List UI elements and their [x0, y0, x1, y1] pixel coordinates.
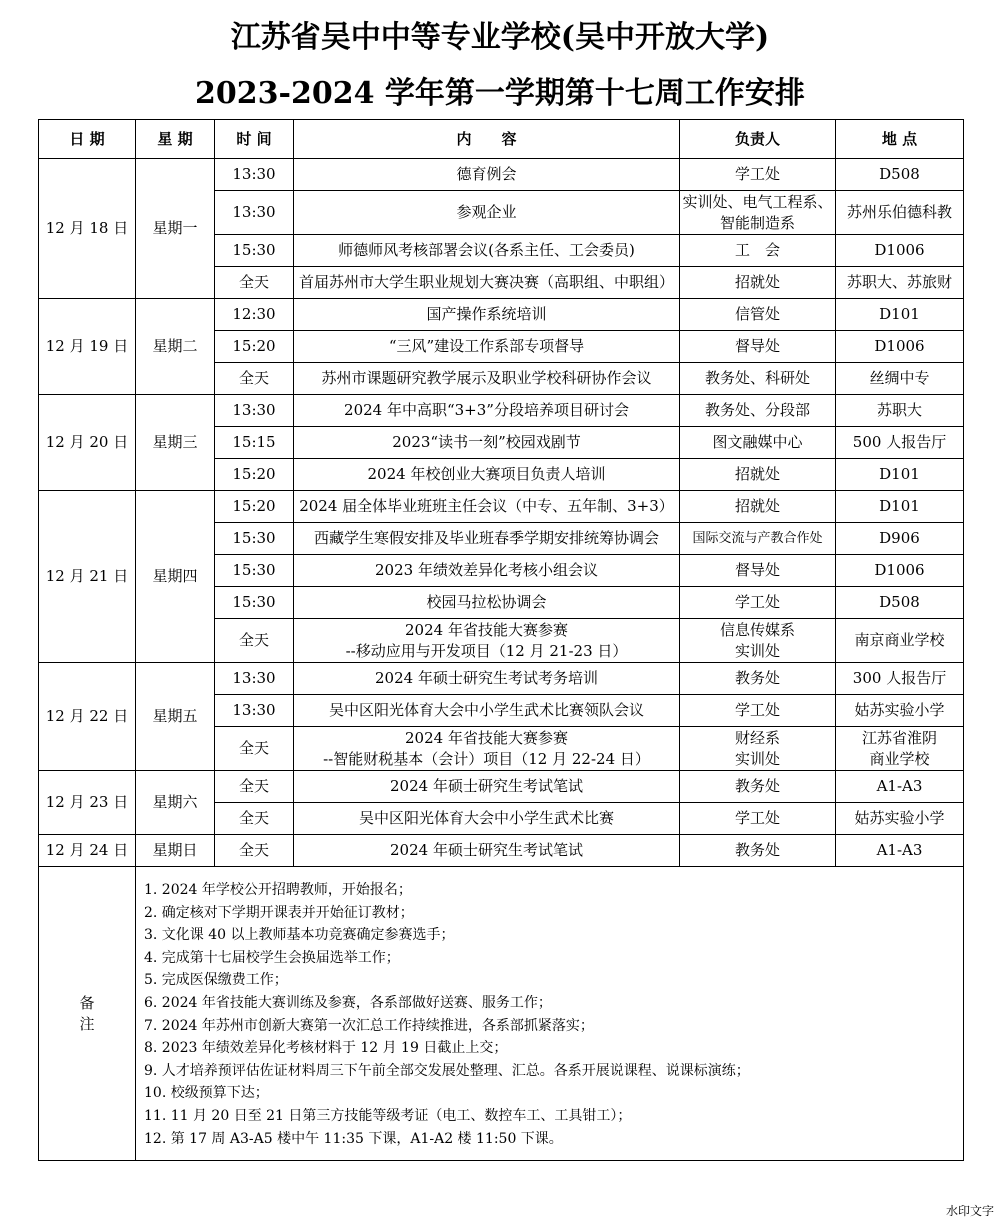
owner-cell: 学工处: [680, 803, 836, 835]
time-cell: 15:30: [215, 523, 294, 555]
place-cell: D101: [836, 299, 964, 331]
owner-cell: 教务处: [680, 663, 836, 695]
weekday-cell: 星期一: [136, 159, 215, 299]
date-cell: 12 月 23 日: [39, 771, 136, 835]
time-cell: 12:30: [215, 299, 294, 331]
place-cell: 500 人报告厅: [836, 427, 964, 459]
remark-item: 4. 完成第十七届校学生会换届选举工作；: [144, 949, 400, 966]
place-cell: D101: [836, 491, 964, 523]
owner-line: 财经系: [734, 728, 780, 747]
owner-cell: 信管处: [680, 299, 836, 331]
document-title: 江苏省吴中中等专业学校(吴中开放大学): [230, 20, 770, 55]
owner-cell: 督导处: [680, 331, 836, 363]
content-cell: 2024 年中高职“3+3”分段培养项目研讨会: [294, 395, 680, 427]
date-cell: 12 月 19 日: [39, 299, 136, 395]
remark-item: 2. 确定核对下学期开课表并开始征订教材；: [144, 904, 414, 921]
time-cell: 15:20: [215, 491, 294, 523]
place-cell: A1-A3: [836, 771, 964, 803]
header-date: 日 期: [39, 120, 136, 159]
weekday-cell: 星期三: [136, 395, 215, 491]
content-cell: 参观企业: [294, 191, 680, 235]
place-cell: 姑苏实验小学: [836, 803, 964, 835]
remark-item: 11. 11 月 20 日至 21 日第三方技能等级考证（电工、数控车工、工具钳工）；: [144, 1107, 632, 1124]
table-row: [39, 835, 964, 867]
remark-item: 5. 完成医保缴费工作；: [144, 972, 288, 989]
owner-cell: 教务处、分段部: [680, 395, 836, 427]
owner-cell: 实训处、电气工程系、智能制造系: [680, 191, 836, 235]
time-cell: 13:30: [215, 695, 294, 727]
owner-cell: 国际交流与产教合作处: [680, 523, 836, 555]
remarks-row: [39, 867, 964, 1161]
content-cell: 西藏学生寒假安排及毕业班春季学期安排统筹协调会: [294, 523, 680, 555]
content-cell: [294, 619, 680, 663]
weekday-cell: 星期四: [136, 491, 215, 663]
owner-line: 信息传媒系: [719, 620, 795, 639]
content-line: 2024 年省技能大赛参赛: [405, 728, 568, 747]
place-cell: 姑苏实验小学: [836, 695, 964, 727]
time-cell: 15:20: [215, 331, 294, 363]
time-cell: 全天: [215, 835, 294, 867]
content-cell: 师德师风考核部署会议(各系主任、工会委员): [294, 235, 680, 267]
content-cell: 2024 年校创业大赛项目负责人培训: [294, 459, 680, 491]
content-cell: 苏州市课题研究教学展示及职业学校科研协作会议: [294, 363, 680, 395]
owner-cell: 教务处: [680, 771, 836, 803]
date-cell: 12 月 21 日: [39, 491, 136, 663]
table-row: [39, 663, 964, 695]
time-cell: 全天: [215, 803, 294, 835]
owner-cell: 图文融媒中心: [680, 427, 836, 459]
content-cell: 2023 年绩效差异化考核小组会议: [294, 555, 680, 587]
place-cell: 苏职大: [836, 395, 964, 427]
time-cell: 13:30: [215, 191, 294, 235]
content-cell: 吴中区阳光体育大会中小学生武术比赛: [294, 803, 680, 835]
content-cell: 国产操作系统培训: [294, 299, 680, 331]
content-cell: 校园马拉松协调会: [294, 587, 680, 619]
header-content: 内 容: [294, 120, 680, 159]
content-line: --智能财税基本（会计）项目（12 月 22-24 日）: [323, 749, 650, 768]
place-cell: D101: [836, 459, 964, 491]
table-row: [39, 299, 964, 331]
owner-cell: 学工处: [680, 159, 836, 191]
date-cell: 12 月 20 日: [39, 395, 136, 491]
content-cell: 2024 年硕士研究生考试考务培训: [294, 663, 680, 695]
header-place: 地 点: [836, 120, 964, 159]
table-row: [39, 395, 964, 427]
place-cell: 苏职大、苏旅财: [836, 267, 964, 299]
owner-cell: 招就处: [680, 267, 836, 299]
remarks-label-top: 备: [79, 993, 95, 1012]
owner-cell: 工 会: [680, 235, 836, 267]
time-cell: 15:30: [215, 587, 294, 619]
place-cell: D1006: [836, 555, 964, 587]
date-cell: 12 月 18 日: [39, 159, 136, 299]
owner-line: 实训处: [734, 641, 780, 660]
time-cell: 13:30: [215, 663, 294, 695]
weekday-cell: 星期六: [136, 771, 215, 835]
remark-item: 1. 2024 年学校公开招聘教师，开始报名；: [144, 882, 412, 898]
place-cell: D1006: [836, 331, 964, 363]
remark-item: 7. 2024 年苏州市创新大赛第一次汇总工作持续推进，各系部抓紧落实；: [144, 1017, 594, 1034]
content-line: 2024 年省技能大赛参赛: [405, 620, 568, 639]
place-cell: D1006: [836, 235, 964, 267]
remark-item: 9. 人才培养预评估佐证材料周三下午前全部交发展处整理、汇总。各系开展说课程、说课标演练；: [144, 1062, 750, 1079]
owner-cell: [680, 727, 836, 771]
content-line: --移动应用与开发项目（12 月 21-23 日）: [345, 641, 628, 660]
content-cell: 2024 年硕士研究生考试笔试: [294, 771, 680, 803]
time-cell: 全天: [215, 267, 294, 299]
header-weekday: 星 期: [136, 120, 215, 159]
weekday-cell: 星期五: [136, 663, 215, 771]
time-cell: 全天: [215, 363, 294, 395]
time-cell: 全天: [215, 619, 294, 663]
remark-item: 8. 2023 年绩效差异化考核材料于 12 月 19 日截止上交；: [144, 1040, 508, 1057]
time-cell: 全天: [215, 727, 294, 771]
remark-item: 12. 第 17 周 A3-A5 楼中午 11:35 下课，A1-A2 楼 11:50 下课。: [144, 1130, 563, 1147]
owner-cell: 招就处: [680, 459, 836, 491]
weekday-cell: 星期日: [136, 835, 215, 867]
table-row: [39, 491, 964, 523]
content-cell: 首届苏州市大学生职业规划大赛决赛（高职组、中职组）: [294, 267, 680, 299]
remarks-label-cell: [39, 867, 136, 1161]
remarks-label-bottom: 注: [79, 1014, 95, 1033]
owner-line: 实训处: [734, 749, 780, 768]
content-cell: 吴中区阳光体育大会中小学生武术比赛领队会议: [294, 695, 680, 727]
time-cell: 全天: [215, 771, 294, 803]
time-cell: 15:30: [215, 235, 294, 267]
content-cell: 2023“读书一刻”校园戏剧节: [294, 427, 680, 459]
table-row: [39, 159, 964, 191]
place-cell: 南京商业学校: [836, 619, 964, 663]
header-owner: 负责人: [680, 120, 836, 159]
owner-cell: [680, 619, 836, 663]
header-time: 时 间: [215, 120, 294, 159]
time-cell: 13:30: [215, 159, 294, 191]
time-cell: 13:30: [215, 395, 294, 427]
remark-item: 10. 校级预算下达；: [144, 1085, 269, 1102]
owner-cell: 督导处: [680, 555, 836, 587]
content-cell: 2024 届全体毕业班班主任会议（中专、五年制、3+3）: [294, 491, 680, 523]
content-cell: 2024 年硕士研究生考试笔试: [294, 835, 680, 867]
remark-item: 3. 文化课 40 以上教师基本功竞赛确定参赛选手；: [144, 927, 455, 944]
place-cell: D508: [836, 159, 964, 191]
place-cell: 丝绸中专: [836, 363, 964, 395]
schedule-table: [38, 119, 964, 1161]
place-cell: D508: [836, 587, 964, 619]
remark-item: 6. 2024 年省技能大赛训练及参赛，各系部做好送赛、服务工作；: [144, 994, 552, 1011]
document-subtitle: 2023-2024 学年第一学期第十七周工作安排: [195, 76, 805, 111]
place-cell: 苏州乐伯德科教: [836, 191, 964, 235]
remarks-list: [136, 867, 964, 1161]
place-cell: A1-A3: [836, 835, 964, 867]
place-line: 商业学校: [869, 749, 930, 768]
watermark-text: 水印文字: [945, 1204, 994, 1218]
place-cell: 300 人报告厅: [836, 663, 964, 695]
place-cell: D906: [836, 523, 964, 555]
weekday-cell: 星期二: [136, 299, 215, 395]
date-cell: 12 月 24 日: [39, 835, 136, 867]
owner-cell: 教务处、科研处: [680, 363, 836, 395]
date-cell: 12 月 22 日: [39, 663, 136, 771]
owner-cell: 学工处: [680, 587, 836, 619]
content-cell: [294, 727, 680, 771]
place-cell: [836, 727, 964, 771]
time-cell: 15:20: [215, 459, 294, 491]
place-line: 江苏省淮阴: [861, 728, 937, 747]
time-cell: 15:30: [215, 555, 294, 587]
header-row: [39, 120, 964, 159]
content-cell: “三风”建设工作系部专项督导: [294, 331, 680, 363]
owner-cell: 招就处: [680, 491, 836, 523]
owner-cell: 教务处: [680, 835, 836, 867]
table-row: [39, 771, 964, 803]
owner-cell: 学工处: [680, 695, 836, 727]
time-cell: 15:15: [215, 427, 294, 459]
content-cell: 德育例会: [294, 159, 680, 191]
